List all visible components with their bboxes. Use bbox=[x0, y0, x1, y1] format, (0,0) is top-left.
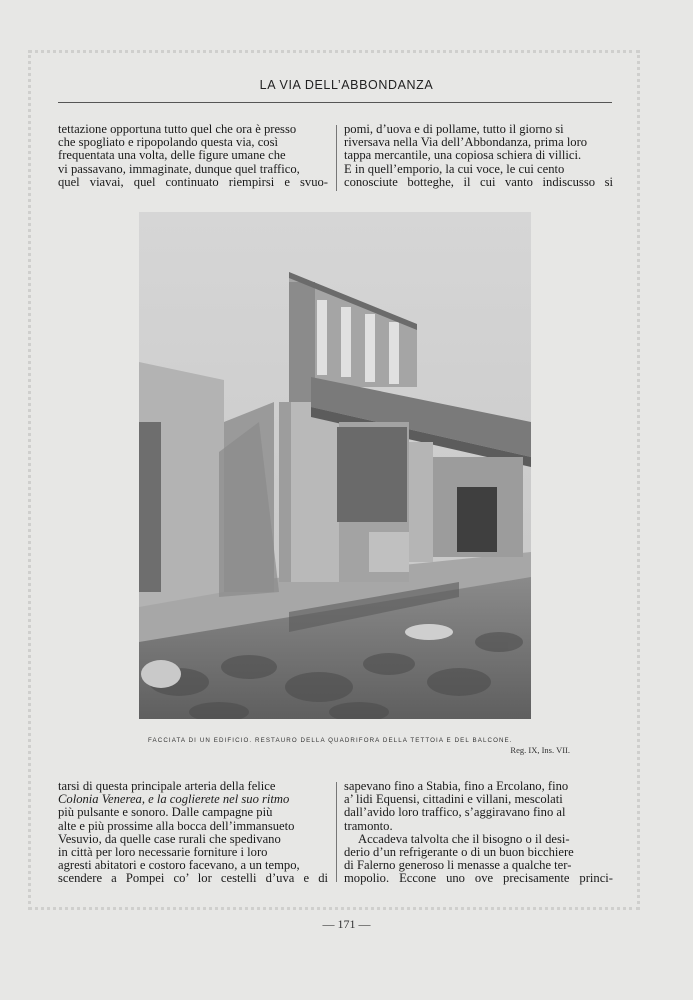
text-line: riversava nella Via dell’Abbondanza, prima loro bbox=[344, 135, 588, 150]
text-line: Accadeva talvolta che il bisogno o il desi- bbox=[358, 831, 570, 846]
text-line: sapevano fino a Stabia, fino a Ercolano, fino bbox=[344, 779, 569, 793]
bottom-left-column bbox=[58, 780, 328, 886]
text-line: derio d’un refrigerante o di un buon bicchiere bbox=[344, 845, 574, 860]
text-line: pomi, d’uova e di pollame, tutto il giorno si bbox=[344, 122, 564, 136]
column-divider bbox=[336, 782, 337, 882]
text-line: scendere a Pompei co’ lor cestelli d’uva e di bbox=[58, 871, 328, 886]
text-line: frequentata una volta, delle figure umane che bbox=[58, 148, 286, 163]
text-line: di Falerno generoso li menasse a qualche ter- bbox=[344, 858, 572, 873]
running-title: LA VIA DELL’ABBONDANZA bbox=[259, 78, 434, 92]
figure-reference: Reg. IX, Ins. VII. bbox=[510, 745, 570, 755]
text-line: mopolio. Eccone uno ove precisamente princi- bbox=[344, 871, 613, 886]
header-rule bbox=[58, 102, 612, 103]
text-line: alte e più prossime alla bocca dell’immansueto bbox=[58, 818, 295, 833]
text-line: E in quell’emporio, la cui voce, le cui cento bbox=[344, 161, 565, 176]
text-line: che spogliato e ripopolando questa via, così bbox=[58, 135, 278, 150]
text-line: Vesuvio, da quelle case rurali che spedivano bbox=[58, 831, 281, 846]
column-divider bbox=[336, 125, 337, 191]
text-line: tramonto. bbox=[344, 818, 393, 833]
text-line: vi passavano, immaginate, dunque quel traffico, bbox=[58, 161, 300, 176]
top-right-column bbox=[344, 123, 613, 189]
text-line: Colonia Venerea, e la coglierete nel suo ritmo bbox=[58, 792, 290, 807]
text-line: dall’avido loro traffico, s’aggiravano fino al bbox=[344, 805, 566, 820]
text-line: agresti abitatori e costoro facevano, a un tempo, bbox=[58, 858, 300, 873]
text-line: conosciute botteghe, il cui vanto indiscusso si bbox=[344, 174, 613, 189]
text-line: a’ lidi Equensi, cittadini e villani, mescolati bbox=[344, 792, 563, 807]
text-line: tettazione opportuna tutto quel che ora è presso bbox=[58, 122, 297, 136]
page-number: — 171 — bbox=[322, 917, 371, 931]
text-line: in città per loro necessarie forniture i loro bbox=[58, 845, 268, 860]
figure-caption: FACCIATA DI UN EDIFICIO. RESTAURO DELLA QUADRIFORA DELLA TETTOIA E DEL BALCONE. bbox=[148, 737, 513, 744]
text-line: tarsi di questa principale arteria della felice bbox=[58, 779, 276, 793]
text-line: tappa mercantile, una copiosa schiera di villici. bbox=[344, 148, 582, 163]
top-left-column bbox=[58, 123, 328, 189]
bottom-right-column bbox=[344, 780, 613, 886]
text-line: più pulsante e sonoro. Dalle campagne più bbox=[58, 805, 273, 820]
building-facade-photo bbox=[139, 212, 531, 719]
text-line: quel viavai, quel continuato riempirsi e svuo- bbox=[58, 174, 328, 189]
